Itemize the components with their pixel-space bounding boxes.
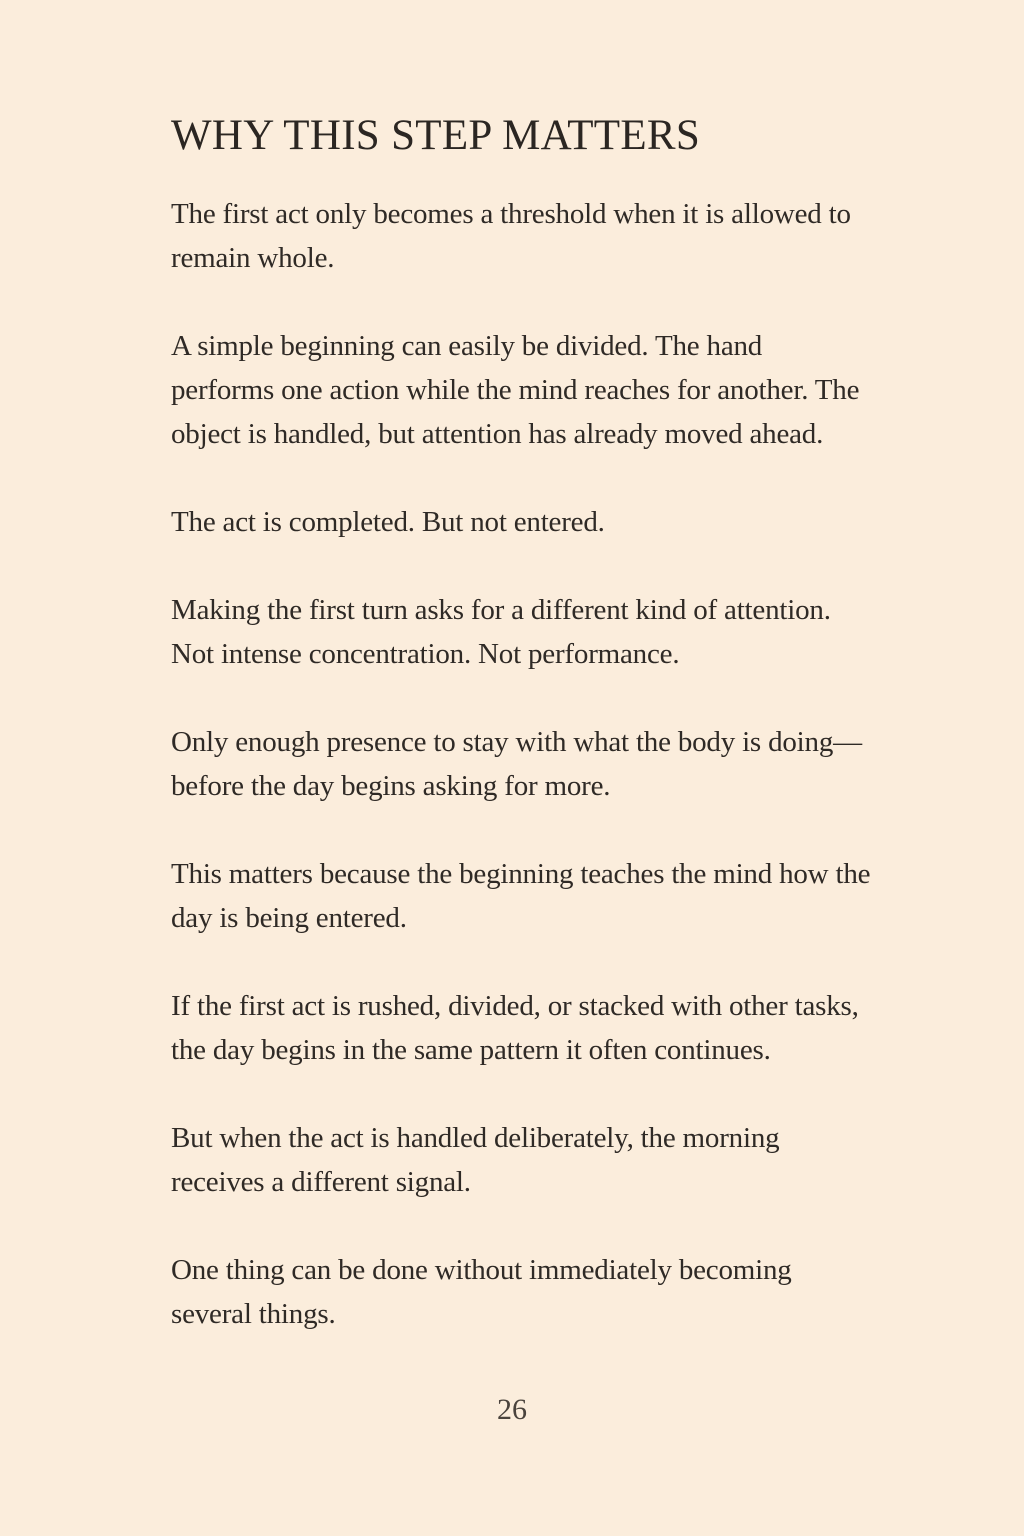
paragraph-5: Only enough presence to stay with what the body is doing—before the day begins asking for more. [171, 726, 862, 802]
paragraph-4: Making the first turn asks for a different kind of attention. Not intense concentration. Not performance. [171, 594, 831, 670]
page-number: 26 [497, 1393, 527, 1426]
paragraph-7: If the first act is rushed, divided, or stacked with other tasks, the day begins in the same pattern it often continues. [171, 990, 859, 1066]
paragraph-3: The act is completed. But not entered. [171, 506, 605, 538]
paragraph-8: But when the act is handled deliberately, the morning receives a different signal. [171, 1122, 780, 1198]
paragraph-2: A simple beginning can easily be divided. The hand performs one action while the mind reaches for another. The object is handled, but attention has already moved ahead. [171, 330, 860, 450]
paragraph-1: The first act only becomes a threshold when it is allowed to remain whole. [171, 198, 851, 274]
page-content [171, 108, 871, 1380]
body-text [171, 192, 871, 1336]
section-heading: WHY THIS STEP MATTERS [171, 112, 701, 159]
paragraph-6: This matters because the beginning teaches the mind how the day is being entered. [171, 858, 871, 934]
paragraph-9: One thing can be done without immediately becoming several things. [171, 1254, 792, 1330]
